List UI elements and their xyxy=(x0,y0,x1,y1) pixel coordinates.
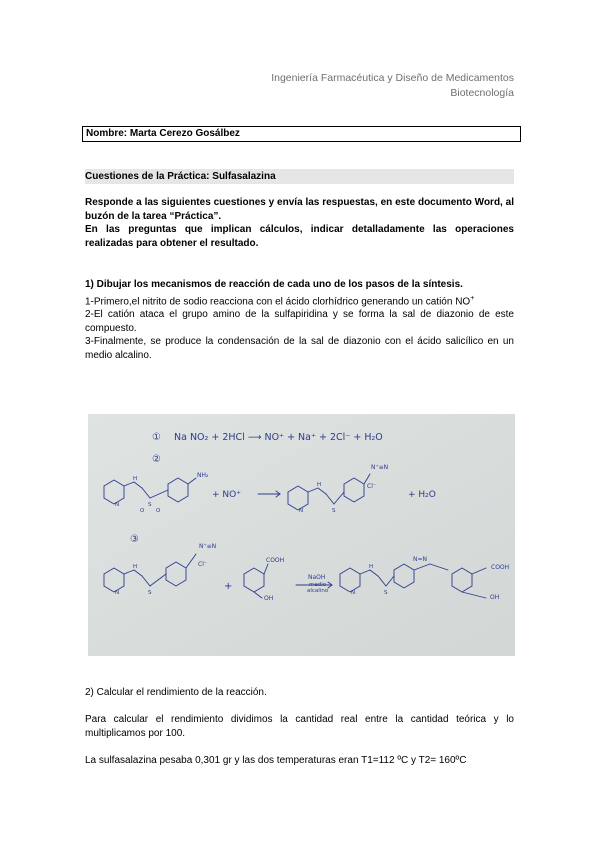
step2-diazonium-label: N⁺≡N xyxy=(371,464,389,471)
instructions-paragraph-2: En las preguntas que implican cálculos, indicar detalladamente las operaciones realizadas para obtener el resultado. xyxy=(85,224,514,249)
step-1-label: ① xyxy=(152,432,161,443)
question-1-step-2: 2-El catión ataca el grupo amino de la sulfapiridina y se forma la sal de diazonio de este compuesto. xyxy=(85,309,514,334)
step2-plus-no-label: + NO⁺ xyxy=(212,490,241,500)
atom-o-1: O xyxy=(140,508,145,514)
question-1-step-3: 3-Finalmente, se produce la condensación de la sal de diazonio con el ácido salicílico en un medio alcalino. xyxy=(85,336,514,361)
header-subject: Ingeniería Farmacéutica y Diseño de Medicamentos xyxy=(271,72,514,84)
step3-plus-label: + xyxy=(224,581,233,592)
header-degree: Biotecnología xyxy=(450,87,514,99)
product-cooh-label: COOH xyxy=(491,564,510,571)
question-2-paragraph-2: La sulfasalazina pesaba 0,301 gr y las dos temperaturas eran T1=112 ºC y T2= 160ºC xyxy=(85,754,467,766)
atom-h-2: H xyxy=(317,482,322,488)
reagent-naoh-label: NaOH xyxy=(308,574,326,581)
reagent-alcalino-label: alcalino xyxy=(307,588,329,594)
reagent-medio-label: medio xyxy=(309,582,327,588)
step-1-equation: Na NO₂ + 2HCl ⟶ NO⁺ + Na⁺ + 2Cl⁻ + H₂O xyxy=(174,432,383,443)
handwritten-mechanism-photo xyxy=(88,414,515,656)
atom-n-3: N xyxy=(115,590,120,596)
student-name-box: Nombre: Marta Cerezo Gosálbez xyxy=(82,126,521,142)
question-1-title: 1) Dibujar los mecanismos de reacción de cada uno de los pasos de la síntesis. xyxy=(85,279,463,290)
atom-h-1: H xyxy=(133,476,138,482)
step-3-label: ③ xyxy=(130,534,139,545)
step2-chloride-label: Cl⁻ xyxy=(367,483,377,490)
atom-o-2: O xyxy=(156,508,161,514)
atom-s-1: S xyxy=(148,502,152,508)
step3-diazonium-label: N⁺≡N xyxy=(199,543,217,550)
question-2-paragraph-1: Para calcular el rendimiento dividimos la cantidad real entre la cantidad teórica y lo multiplicamos por 100. xyxy=(85,714,514,739)
question-2 xyxy=(85,686,514,781)
section-title: Cuestiones de la Práctica: Sulfasalazina xyxy=(85,169,514,184)
question-1 xyxy=(85,278,514,362)
atom-s-4: S xyxy=(384,590,388,596)
atom-h-3: H xyxy=(133,564,138,570)
instructions-paragraph-1: Responde a las siguientes cuestiones y envía las respuestas, en este documento Word, al buzón de la tarea “Práctica”. xyxy=(85,197,514,222)
question-1-step-1 xyxy=(85,292,514,309)
product-azo-label: N=N xyxy=(413,556,428,563)
atom-n-4: N xyxy=(351,590,356,596)
step-1-superscript: + xyxy=(470,294,475,302)
document-header xyxy=(271,71,514,101)
step2-nh2-label: NH₂ xyxy=(197,472,209,479)
question-2-title: 2) Calcular el rendimiento de la reacción. xyxy=(85,687,267,698)
step2-plus-water-label: + H₂O xyxy=(408,490,436,500)
paper-background xyxy=(88,414,515,656)
step-2-label: ② xyxy=(152,454,161,465)
salicylic-oh-label: OH xyxy=(264,595,274,602)
instructions xyxy=(85,196,514,250)
product-oh-label: OH xyxy=(490,594,500,601)
step3-chloride-label: Cl⁻ xyxy=(198,561,208,568)
salicylic-cooh-label: COOH xyxy=(266,557,285,564)
step-1-text: 1-Primero,el nitrito de sodio reacciona con el ácido clorhídrico generando un catión NO xyxy=(85,295,471,307)
atom-n-1: N xyxy=(115,502,120,508)
atom-n-2: N xyxy=(299,508,304,514)
atom-s-3: S xyxy=(148,590,152,596)
atom-s-2: S xyxy=(332,508,336,514)
atom-h-4: H xyxy=(369,564,374,570)
